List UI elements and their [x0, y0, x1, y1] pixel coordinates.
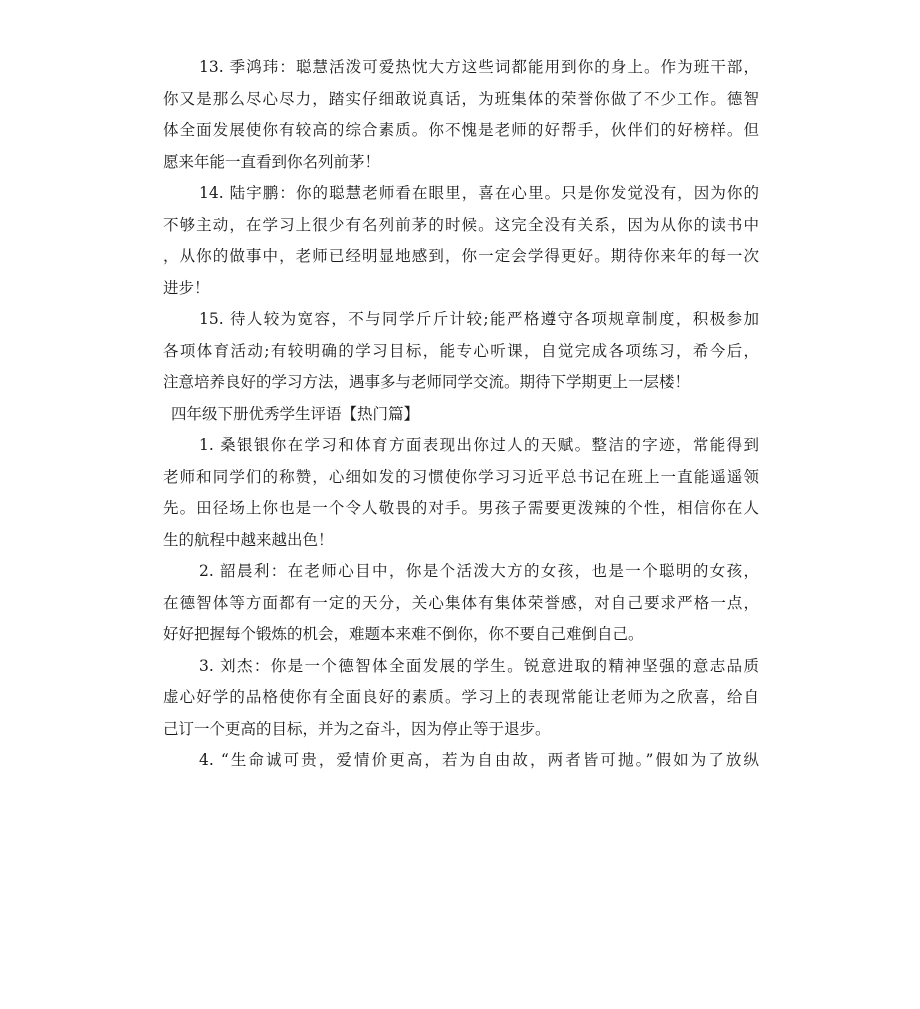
text-line: 生的航程中越来越出色！	[163, 530, 334, 549]
text-line: 虚心好学的品格使你有全面良好的素质。学习上的表现常能让老师为之欣喜，给自	[163, 688, 759, 706]
section-heading: 四年级下册优秀学生评语【热门篇】	[171, 404, 420, 423]
text-line: 4. “生命诚可贵，爱情价更高，若为自由故，两者皆可抛。”假如为了放纵	[199, 751, 759, 769]
comment-paragraph-15	[163, 304, 759, 399]
text-line: 13. 季鸿玮：聪慧活泼可爱热忱大方这些词都能用到你的身上。作为班干部，	[199, 58, 759, 76]
text-line: 愿来年能一直看到你名列前茅！	[163, 152, 381, 171]
text-line: 14. 陆宇鹏：你的聪慧老师看在眼里，喜在心里。只是你发觉没有，因为你的	[199, 184, 759, 202]
text-line: 15. 待人较为宽容，不与同学斤斤计较;能严格遵守各项规章制度，积极参加	[199, 310, 759, 328]
comment-paragraph-1	[163, 430, 759, 556]
text-line: 己订一个更高的目标，并为之奋斗，因为停止等于退步。	[163, 719, 551, 738]
comment-paragraph-13	[163, 52, 759, 178]
text-line: 2. 韶晨利：在老师心目中，你是个活泼大方的女孩，也是一个聪明的女孩，	[199, 562, 759, 580]
comment-paragraph-4	[163, 745, 759, 777]
text-line: 老师和同学们的称赞，心细如发的习惯使你学习习近平总书记在班上一直能遥遥领	[163, 467, 759, 486]
text-line: 3. 刘杰：你是一个德智体全面发展的学生。锐意进取的精神坚强的意志品质	[199, 656, 759, 675]
text-line: 注意培养良好的学习方法，遇事多与老师同学交流。期待下学期更上一层楼！	[163, 373, 691, 391]
text-line: 1. 桑银银你在学习和体育方面表现出你过人的天赋。整洁的字迹，常能得到	[199, 436, 759, 454]
text-line: 你又是那么尽心尽力，踏实仔细敢说真话，为班集体的荣誉你做了不少工作。德智	[163, 89, 759, 108]
comment-paragraph-2	[163, 556, 759, 651]
text-line: 好好把握每个锻炼的机会，难题本来难不倒你，你不要自己难倒自己。	[163, 625, 644, 643]
comment-paragraph-3	[163, 651, 759, 746]
text-line: 进步！	[163, 278, 210, 297]
text-line: 体全面发展使你有较高的综合素质。你不愧是老师的好帮手，伙伴们的好榜样。但	[163, 121, 759, 139]
document-page	[163, 52, 759, 777]
comment-paragraph-14	[163, 178, 759, 304]
text-line: 先。田径场上你也是一个令人敬畏的对手。男孩子需要更泼辣的个性，相信你在人	[163, 499, 759, 517]
text-line: 在德智体等方面都有一定的天分，关心集体有集体荣誉感，对自己要求严格一点，	[163, 593, 759, 612]
text-line: ，从你的做事中，老师已经明显地感到，你一定会学得更好。期待你来年的每一次	[163, 247, 759, 265]
text-line: 各项体育活动;有较明确的学习目标，能专心听课，自觉完成各项练习，希今后，	[163, 341, 759, 360]
text-line: 不够主动，在学习上很少有名列前茅的时候。这完全没有关系，因为从你的读书中	[163, 215, 759, 234]
